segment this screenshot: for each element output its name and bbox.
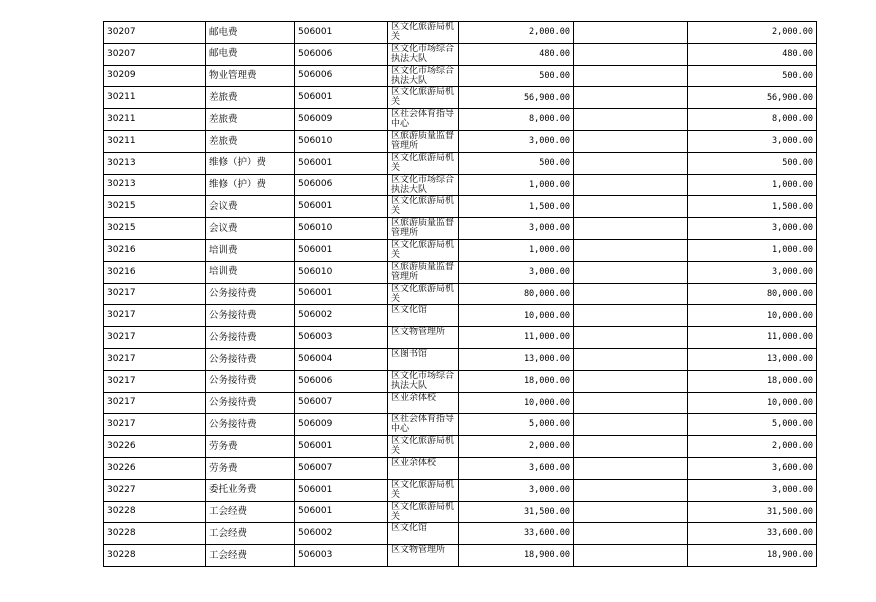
amount-cell: 18,000.00 bbox=[459, 370, 574, 392]
department-text: 区文化旅游局机关 bbox=[391, 479, 455, 500]
total-cell: 13,000.00 bbox=[688, 348, 817, 370]
unit-code-cell: 506003 bbox=[295, 545, 388, 567]
table-row bbox=[104, 196, 817, 218]
total-cell: 56,900.00 bbox=[688, 87, 817, 109]
econ-code-cell: 30226 bbox=[104, 436, 206, 458]
blank-cell bbox=[574, 436, 688, 458]
department-cell bbox=[388, 43, 459, 65]
expense-name-cell: 公务接待费 bbox=[206, 305, 295, 327]
department-cell bbox=[388, 414, 459, 436]
amount-cell: 10,000.00 bbox=[459, 392, 574, 414]
amount-cell: 2,000.00 bbox=[459, 22, 574, 44]
expense-name-cell: 差旅费 bbox=[206, 109, 295, 131]
department-text: 区文化市场综合执法大队 bbox=[391, 174, 455, 195]
department-text: 区文化旅游局机关 bbox=[391, 283, 455, 304]
table-row bbox=[104, 43, 817, 65]
blank-cell bbox=[574, 239, 688, 261]
total-cell: 10,000.00 bbox=[688, 305, 817, 327]
total-cell: 2,000.00 bbox=[688, 436, 817, 458]
department-cell bbox=[388, 22, 459, 44]
econ-code-cell: 30217 bbox=[104, 348, 206, 370]
expense-name-cell: 公务接待费 bbox=[206, 327, 295, 349]
blank-cell bbox=[574, 261, 688, 283]
table-row bbox=[104, 109, 817, 131]
econ-code-cell: 30228 bbox=[104, 501, 206, 523]
blank-cell bbox=[574, 501, 688, 523]
blank-cell bbox=[574, 218, 688, 240]
department-cell bbox=[388, 392, 459, 414]
econ-code-cell: 30211 bbox=[104, 130, 206, 152]
department-cell bbox=[388, 457, 459, 479]
expense-name-cell: 公务接待费 bbox=[206, 414, 295, 436]
expense-name-cell: 劳务费 bbox=[206, 457, 295, 479]
expense-name-cell: 工会经费 bbox=[206, 545, 295, 567]
table-row bbox=[104, 457, 817, 479]
unit-code-cell: 506009 bbox=[295, 414, 388, 436]
total-cell: 11,000.00 bbox=[688, 327, 817, 349]
blank-cell bbox=[574, 174, 688, 196]
unit-code-cell: 506007 bbox=[295, 392, 388, 414]
department-text: 区文化旅游局机关 bbox=[391, 436, 455, 457]
table-row bbox=[104, 218, 817, 240]
department-cell bbox=[388, 479, 459, 501]
expense-name-cell: 会议费 bbox=[206, 218, 295, 240]
expense-name-cell: 培训费 bbox=[206, 261, 295, 283]
table-row bbox=[104, 436, 817, 458]
department-text: 区文化馆 bbox=[391, 523, 428, 534]
amount-cell: 13,000.00 bbox=[459, 348, 574, 370]
table-row bbox=[104, 130, 817, 152]
blank-cell bbox=[574, 414, 688, 436]
expense-table bbox=[103, 21, 817, 567]
unit-code-cell: 506004 bbox=[295, 348, 388, 370]
total-cell: 500.00 bbox=[688, 65, 817, 87]
expense-name-cell: 公务接待费 bbox=[206, 392, 295, 414]
econ-code-cell: 30217 bbox=[104, 370, 206, 392]
expense-name-cell: 物业管理费 bbox=[206, 65, 295, 87]
department-text: 区旅游质量监督管理所 bbox=[391, 218, 455, 239]
econ-code-cell: 30217 bbox=[104, 414, 206, 436]
department-text: 区文化旅游局机关 bbox=[391, 87, 455, 108]
total-cell: 3,000.00 bbox=[688, 479, 817, 501]
table-row bbox=[104, 87, 817, 109]
table-row bbox=[104, 174, 817, 196]
amount-cell: 31,500.00 bbox=[459, 501, 574, 523]
department-cell bbox=[388, 436, 459, 458]
amount-cell: 56,900.00 bbox=[459, 87, 574, 109]
department-cell bbox=[388, 348, 459, 370]
amount-cell: 3,000.00 bbox=[459, 261, 574, 283]
expense-name-cell: 维修（护）费 bbox=[206, 152, 295, 174]
department-text: 区图书馆 bbox=[391, 348, 428, 359]
blank-cell bbox=[574, 370, 688, 392]
blank-cell bbox=[574, 43, 688, 65]
department-text: 区文物管理所 bbox=[391, 327, 446, 338]
total-cell: 8,000.00 bbox=[688, 109, 817, 131]
expense-table-container bbox=[103, 21, 817, 569]
total-cell: 500.00 bbox=[688, 152, 817, 174]
econ-code-cell: 30217 bbox=[104, 327, 206, 349]
department-cell bbox=[388, 327, 459, 349]
table-row bbox=[104, 414, 817, 436]
expense-name-cell: 工会经费 bbox=[206, 501, 295, 523]
total-cell: 3,000.00 bbox=[688, 261, 817, 283]
total-cell: 31,500.00 bbox=[688, 501, 817, 523]
department-cell bbox=[388, 130, 459, 152]
unit-code-cell: 506010 bbox=[295, 261, 388, 283]
amount-cell: 11,000.00 bbox=[459, 327, 574, 349]
econ-code-cell: 30211 bbox=[104, 87, 206, 109]
table-row bbox=[104, 22, 817, 44]
econ-code-cell: 30215 bbox=[104, 196, 206, 218]
expense-table-body bbox=[104, 22, 817, 567]
econ-code-cell: 30216 bbox=[104, 239, 206, 261]
blank-cell bbox=[574, 130, 688, 152]
total-cell: 80,000.00 bbox=[688, 283, 817, 305]
department-text: 区文物管理所 bbox=[391, 545, 446, 556]
econ-code-cell: 30216 bbox=[104, 261, 206, 283]
blank-cell bbox=[574, 87, 688, 109]
econ-code-cell: 30228 bbox=[104, 523, 206, 545]
table-row bbox=[104, 283, 817, 305]
amount-cell: 3,000.00 bbox=[459, 130, 574, 152]
total-cell: 5,000.00 bbox=[688, 414, 817, 436]
amount-cell: 2,000.00 bbox=[459, 436, 574, 458]
total-cell: 1,500.00 bbox=[688, 196, 817, 218]
blank-cell bbox=[574, 457, 688, 479]
total-cell: 3,600.00 bbox=[688, 457, 817, 479]
unit-code-cell: 506002 bbox=[295, 305, 388, 327]
unit-code-cell: 506003 bbox=[295, 327, 388, 349]
total-cell: 2,000.00 bbox=[688, 22, 817, 44]
department-text: 区文化旅游局机关 bbox=[391, 22, 455, 42]
amount-cell: 3,000.00 bbox=[459, 218, 574, 240]
department-cell bbox=[388, 501, 459, 523]
amount-cell: 8,000.00 bbox=[459, 109, 574, 131]
expense-name-cell: 培训费 bbox=[206, 239, 295, 261]
econ-code-cell: 30213 bbox=[104, 152, 206, 174]
amount-cell: 480.00 bbox=[459, 43, 574, 65]
econ-code-cell: 30209 bbox=[104, 65, 206, 87]
table-row bbox=[104, 479, 817, 501]
unit-code-cell: 506001 bbox=[295, 239, 388, 261]
unit-code-cell: 506002 bbox=[295, 523, 388, 545]
department-text: 区业余体校 bbox=[391, 457, 437, 468]
blank-cell bbox=[574, 305, 688, 327]
department-cell bbox=[388, 174, 459, 196]
blank-cell bbox=[574, 523, 688, 545]
expense-name-cell: 邮电费 bbox=[206, 22, 295, 44]
econ-code-cell: 30217 bbox=[104, 392, 206, 414]
blank-cell bbox=[574, 196, 688, 218]
department-cell bbox=[388, 239, 459, 261]
expense-name-cell: 邮电费 bbox=[206, 43, 295, 65]
total-cell: 480.00 bbox=[688, 43, 817, 65]
blank-cell bbox=[574, 479, 688, 501]
amount-cell: 33,600.00 bbox=[459, 523, 574, 545]
total-cell: 1,000.00 bbox=[688, 174, 817, 196]
expense-name-cell: 差旅费 bbox=[206, 130, 295, 152]
econ-code-cell: 30228 bbox=[104, 545, 206, 567]
table-row bbox=[104, 261, 817, 283]
expense-name-cell: 工会经费 bbox=[206, 523, 295, 545]
table-row bbox=[104, 305, 817, 327]
total-cell: 1,000.00 bbox=[688, 239, 817, 261]
unit-code-cell: 506001 bbox=[295, 479, 388, 501]
blank-cell bbox=[574, 65, 688, 87]
amount-cell: 10,000.00 bbox=[459, 305, 574, 327]
blank-cell bbox=[574, 22, 688, 44]
expense-name-cell: 公务接待费 bbox=[206, 283, 295, 305]
econ-code-cell: 30213 bbox=[104, 174, 206, 196]
amount-cell: 5,000.00 bbox=[459, 414, 574, 436]
department-cell bbox=[388, 305, 459, 327]
amount-cell: 3,000.00 bbox=[459, 479, 574, 501]
total-cell: 33,600.00 bbox=[688, 523, 817, 545]
department-cell bbox=[388, 545, 459, 567]
table-row bbox=[104, 545, 817, 567]
econ-code-cell: 30211 bbox=[104, 109, 206, 131]
department-cell bbox=[388, 65, 459, 87]
econ-code-cell: 30217 bbox=[104, 283, 206, 305]
unit-code-cell: 506001 bbox=[295, 22, 388, 44]
department-text: 区文化馆 bbox=[391, 305, 428, 316]
total-cell: 18,000.00 bbox=[688, 370, 817, 392]
amount-cell: 18,900.00 bbox=[459, 545, 574, 567]
department-text: 区社会体育指导中心 bbox=[391, 109, 455, 130]
econ-code-cell: 30226 bbox=[104, 457, 206, 479]
total-cell: 10,000.00 bbox=[688, 392, 817, 414]
unit-code-cell: 506001 bbox=[295, 152, 388, 174]
department-cell bbox=[388, 283, 459, 305]
department-cell bbox=[388, 261, 459, 283]
unit-code-cell: 506006 bbox=[295, 65, 388, 87]
department-cell bbox=[388, 196, 459, 218]
expense-name-cell: 公务接待费 bbox=[206, 348, 295, 370]
department-text: 区文化旅游局机关 bbox=[391, 152, 455, 173]
table-row bbox=[104, 327, 817, 349]
department-text: 区旅游质量监督管理所 bbox=[391, 261, 455, 282]
unit-code-cell: 506001 bbox=[295, 196, 388, 218]
department-cell bbox=[388, 152, 459, 174]
unit-code-cell: 506001 bbox=[295, 436, 388, 458]
department-text: 区文化市场综合执法大队 bbox=[391, 65, 455, 86]
amount-cell: 3,600.00 bbox=[459, 457, 574, 479]
table-row bbox=[104, 348, 817, 370]
table-row bbox=[104, 152, 817, 174]
unit-code-cell: 506010 bbox=[295, 218, 388, 240]
department-cell bbox=[388, 523, 459, 545]
department-text: 区业余体校 bbox=[391, 392, 437, 403]
amount-cell: 1,000.00 bbox=[459, 239, 574, 261]
table-row bbox=[104, 370, 817, 392]
table-row bbox=[104, 392, 817, 414]
expense-name-cell: 委托业务费 bbox=[206, 479, 295, 501]
department-cell bbox=[388, 109, 459, 131]
department-cell bbox=[388, 218, 459, 240]
department-text: 区文化旅游局机关 bbox=[391, 239, 455, 260]
amount-cell: 500.00 bbox=[459, 152, 574, 174]
table-row bbox=[104, 239, 817, 261]
expense-name-cell: 劳务费 bbox=[206, 436, 295, 458]
amount-cell: 80,000.00 bbox=[459, 283, 574, 305]
unit-code-cell: 506006 bbox=[295, 370, 388, 392]
blank-cell bbox=[574, 545, 688, 567]
unit-code-cell: 506001 bbox=[295, 501, 388, 523]
table-row bbox=[104, 501, 817, 523]
department-text: 区旅游质量监督管理所 bbox=[391, 130, 455, 151]
unit-code-cell: 506006 bbox=[295, 174, 388, 196]
expense-name-cell: 会议费 bbox=[206, 196, 295, 218]
econ-code-cell: 30217 bbox=[104, 305, 206, 327]
econ-code-cell: 30207 bbox=[104, 43, 206, 65]
econ-code-cell: 30215 bbox=[104, 218, 206, 240]
blank-cell bbox=[574, 109, 688, 131]
total-cell: 3,000.00 bbox=[688, 130, 817, 152]
total-cell: 18,900.00 bbox=[688, 545, 817, 567]
department-text: 区社会体育指导中心 bbox=[391, 414, 455, 435]
blank-cell bbox=[574, 392, 688, 414]
total-cell: 3,000.00 bbox=[688, 218, 817, 240]
blank-cell bbox=[574, 327, 688, 349]
department-cell bbox=[388, 370, 459, 392]
department-cell bbox=[388, 87, 459, 109]
table-row bbox=[104, 65, 817, 87]
unit-code-cell: 506010 bbox=[295, 130, 388, 152]
unit-code-cell: 506006 bbox=[295, 43, 388, 65]
department-text: 区文化市场综合执法大队 bbox=[391, 370, 455, 391]
amount-cell: 1,500.00 bbox=[459, 196, 574, 218]
expense-name-cell: 公务接待费 bbox=[206, 370, 295, 392]
blank-cell bbox=[574, 152, 688, 174]
unit-code-cell: 506007 bbox=[295, 457, 388, 479]
unit-code-cell: 506001 bbox=[295, 283, 388, 305]
amount-cell: 500.00 bbox=[459, 65, 574, 87]
blank-cell bbox=[574, 283, 688, 305]
department-text: 区文化旅游局机关 bbox=[391, 196, 455, 217]
unit-code-cell: 506009 bbox=[295, 109, 388, 131]
department-text: 区文化市场综合执法大队 bbox=[391, 43, 455, 64]
amount-cell: 1,000.00 bbox=[459, 174, 574, 196]
blank-cell bbox=[574, 348, 688, 370]
expense-name-cell: 维修（护）费 bbox=[206, 174, 295, 196]
econ-code-cell: 30227 bbox=[104, 479, 206, 501]
unit-code-cell: 506001 bbox=[295, 87, 388, 109]
department-text: 区文化旅游局机关 bbox=[391, 501, 455, 522]
table-row bbox=[104, 523, 817, 545]
expense-name-cell: 差旅费 bbox=[206, 87, 295, 109]
econ-code-cell: 30207 bbox=[104, 22, 206, 44]
